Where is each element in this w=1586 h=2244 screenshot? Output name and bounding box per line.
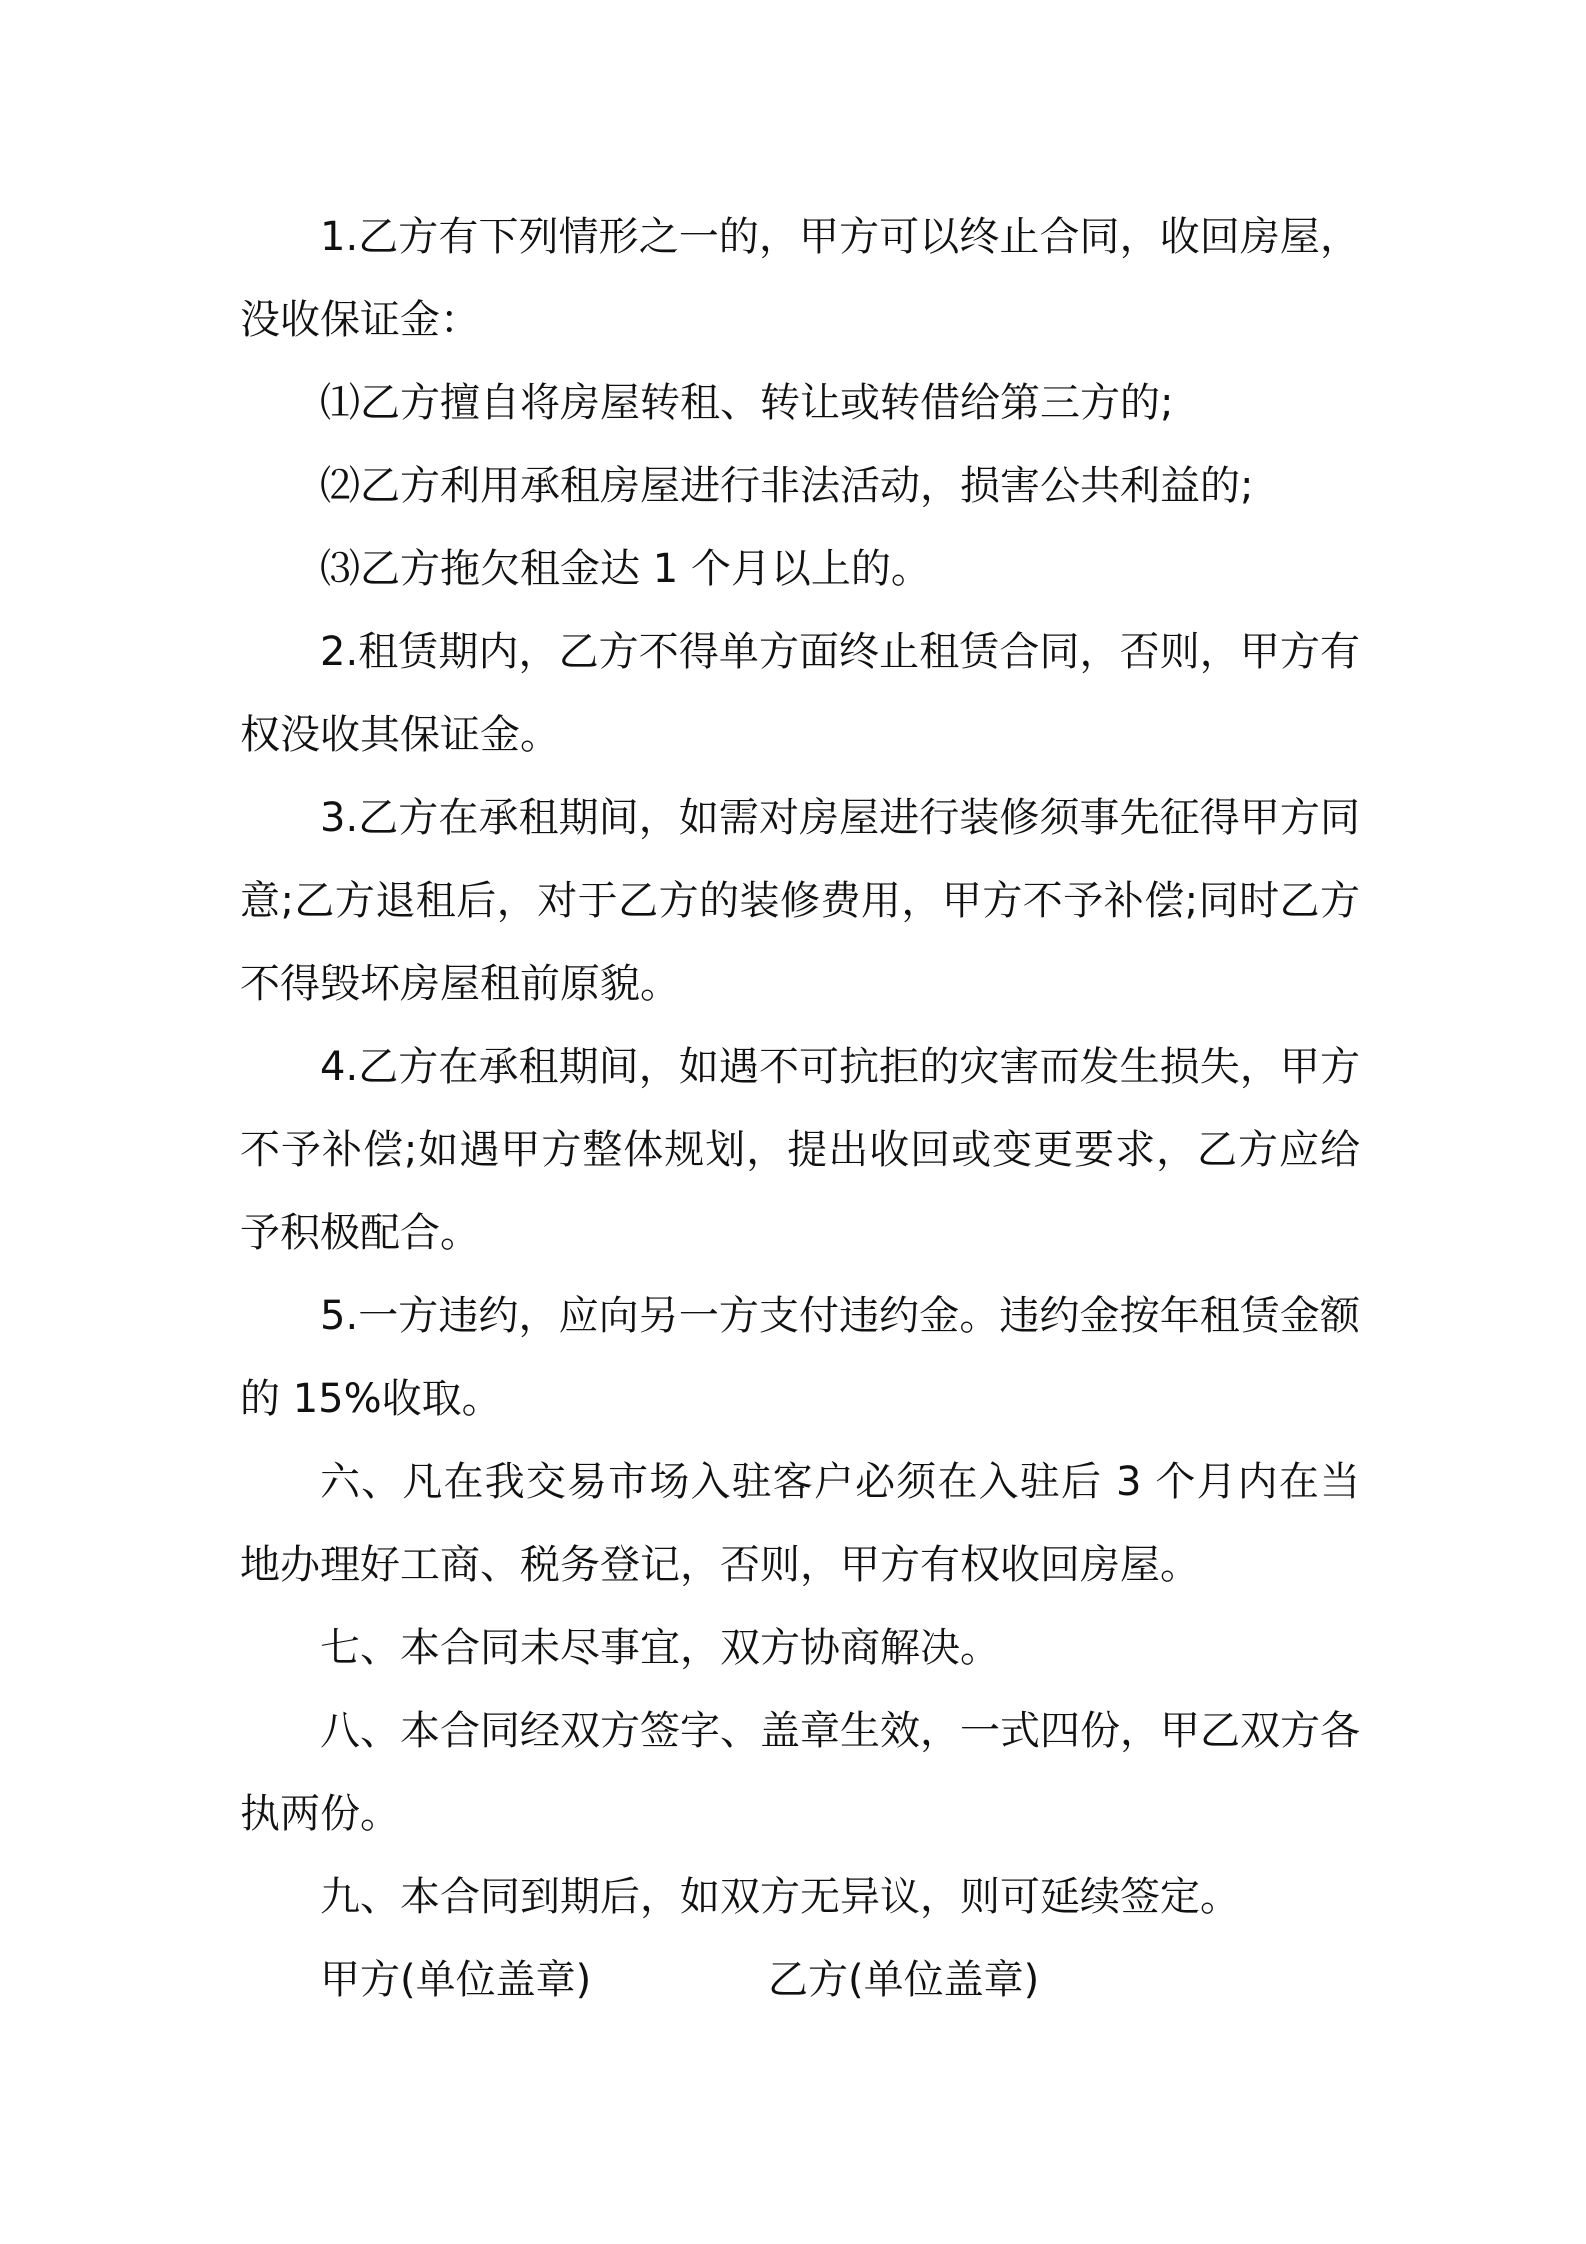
clause-item-rent-arrears: ⑶乙方拖欠租金达 1 个月以上的。 [320, 546, 931, 592]
clause-early-termination: 2.租赁期内，乙方不得单方面终止租赁合同，否则，甲方有权没收其保证金。 [240, 629, 1360, 758]
clause-effectiveness: 八、本合同经双方签字、盖章生效，一式四份，甲乙双方各执两份。 [240, 1708, 1360, 1837]
clause-registration: 六、凡在我交易市场入驻客户必须在入驻后 3 个月内在当地办理好工商、税务登记，否则，甲方有权收回房屋。 [240, 1459, 1360, 1588]
party-a-signature-label: 甲方(单位盖章) [320, 1957, 592, 2003]
party-b-signature-label: 乙方(单位盖章) [768, 1957, 1040, 2003]
contract-body [240, 196, 1360, 2022]
clause-breach-penalty: 5.一方违约，应向另一方支付违约金。违约金按年租赁金额的 15%收取。 [240, 1293, 1360, 1422]
clause-renovation: 3.乙方在承租期间，如需对房屋进行装修须事先征得甲方同意;乙方退租后，对于乙方的装修费用，甲方不予补偿;同时乙方不得毁坏房屋租前原貌。 [240, 795, 1360, 1007]
clause-unresolved-matters: 七、本合同未尽事宜，双方协商解决。 [320, 1625, 1000, 1671]
clause-item-illegal-activity: ⑵乙方利用承租房屋进行非法活动，损害公共利益的; [320, 463, 1254, 509]
signature-row [240, 1939, 1360, 2022]
clause-item-sublease: ⑴乙方擅自将房屋转租、转让或转借给第三方的; [320, 380, 1174, 426]
clause-force-majeure: 4.乙方在承租期间，如遇不可抗拒的灾害而发生损失，甲方不予补偿;如遇甲方整体规划，提出收回或变更要求，乙方应给予积极配合。 [240, 1044, 1360, 1256]
clause-termination-conditions: 1.乙方有下列情形之一的，甲方可以终止合同，收回房屋，没收保证金： [240, 214, 1360, 343]
clause-renewal: 九、本合同到期后，如双方无异议，则可延续签定。 [320, 1874, 1240, 1920]
